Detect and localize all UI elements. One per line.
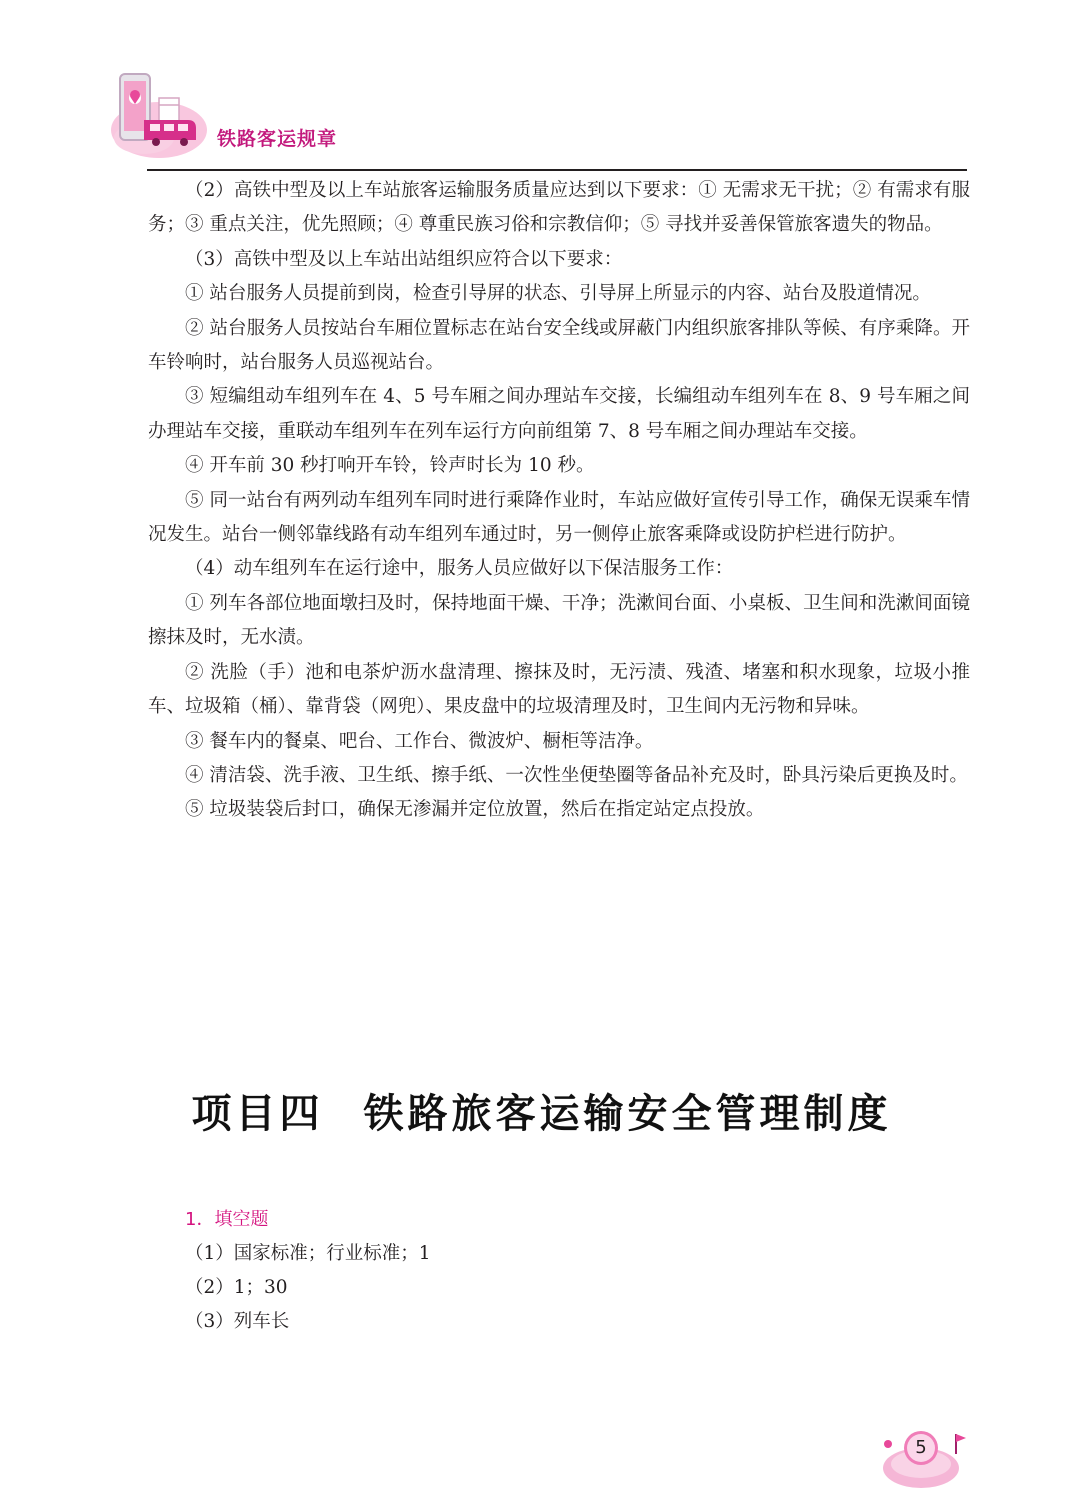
paragraph: ④ 清洁袋、洗手液、卫生纸、擦手纸、一次性坐便垫圈等备品补充及时，卧具污染后更换及时。	[185, 764, 968, 786]
exercise-answers	[185, 1203, 431, 1339]
paragraph: ③ 餐车内的餐桌、吧台、工作台、微波炉、橱柜等洁净。	[185, 730, 654, 752]
paragraph: ② 站台服务人员按站台车厢位置标志在站台安全线或屏蔽门内组织旅客排队等候、有序乘降。开车铃响时，站台服务人员巡视站台。	[148, 317, 970, 374]
section-heading	[0, 1082, 1083, 1139]
answer-line: （1）国家标准；行业标准；1	[185, 1243, 431, 1264]
section-title: 铁路旅客运输安全管理制度	[363, 1091, 892, 1137]
paragraph: （4）动车组列车在运行途中，服务人员应做好以下保洁服务工作：	[185, 558, 734, 580]
exercise-title: 1．填空题	[185, 1209, 269, 1230]
paragraph: ② 洗脸（手）池和电茶炉沥水盘清理、擦抹及时，无污渍、残渣、堵塞和积水现象，垃圾小推车、垃圾箱（桶）、靠背袋（网兜）、果皮盘中的垃圾清理及时，卫生间内无污物和异味。	[148, 661, 970, 718]
paragraph: ⑤ 垃圾装袋后封口，确保无渗漏并定位放置，然后在指定站定点投放。	[185, 799, 765, 821]
body-text	[148, 174, 970, 828]
section-label: 项目四	[191, 1091, 324, 1137]
paragraph: ① 站台服务人员提前到岗，检查引导屏的状态、引导屏上所显示的内容、站台及股道情况。	[185, 283, 931, 305]
header-logo-icon	[104, 68, 214, 164]
paragraph: ⑤ 同一站台有两列动车组列车同时进行乘降作业时，车站应做好宣传引导工作，确保无误乘车情况发生。站台一侧邻靠线路有动车组列车通过时，另一侧停止旅客乘降或设防护栏进行防护。	[148, 489, 970, 546]
header-title: 铁路客运规章	[217, 128, 338, 150]
header-divider	[147, 169, 967, 171]
paragraph: ③ 短编组动车组列车在 4、5 号车厢之间办理站车交接，长编组动车组列车在 8、9 号车厢之间办理站车交接，重联动车组列车在列车运行方向前组第 7、8 号车厢之间办理站车交接。	[148, 386, 970, 442]
paragraph: ① 列车各部位地面墩扫及时，保持地面干燥、干净；洗漱间台面、小桌板、卫生间和洗漱间面镜擦抹及时，无水渍。	[148, 592, 970, 649]
answer-line: （2）1；30	[185, 1277, 288, 1298]
page-number: 5	[915, 1437, 927, 1458]
answer-line: （3）列车长	[185, 1311, 290, 1332]
paragraph: ④ 开车前 30 秒打响开车铃，铃声时长为 10 秒。	[185, 455, 595, 477]
paragraph: （2）高铁中型及以上车站旅客运输服务质量应达到以下要求：① 无需求无干扰；② 有需求有服务；③ 重点关注，优先照顾；④ 尊重民族习俗和宗教信仰；⑤ 寻找并妥善保管旅客遗失的物品。	[148, 180, 970, 236]
paragraph: （3）高铁中型及以上车站出站组织应符合以下要求：	[185, 248, 623, 270]
